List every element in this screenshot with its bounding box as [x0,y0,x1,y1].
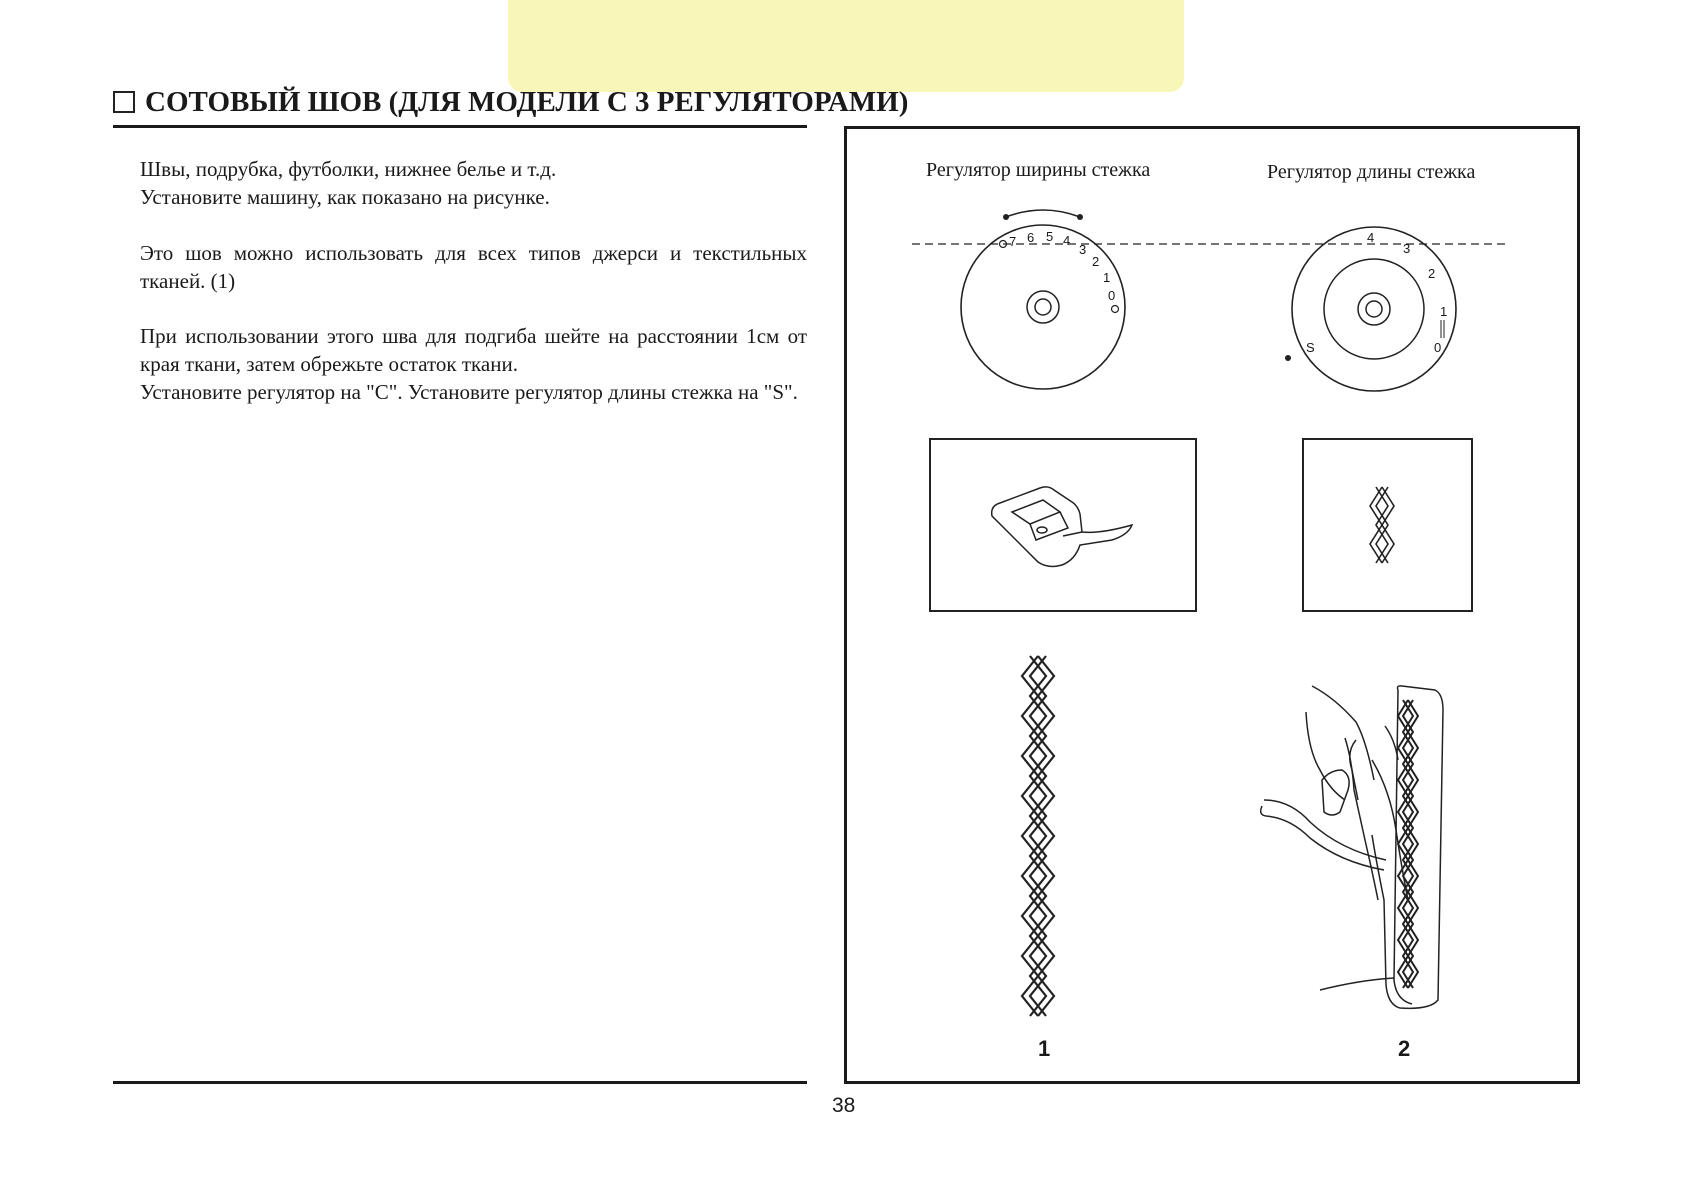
stitch-width-dial-icon [961,210,1125,389]
figure-1-label: 1 [1038,1036,1051,1061]
width-mark-5: 5 [1046,229,1054,244]
page-title-text: СОТОВЫЙ ШОВ (ДЛЯ МОДЕЛИ С 3 РЕГУЛЯТОРАМИ) [145,85,909,118]
width-mark-1: 1 [1103,270,1111,285]
width-dial-label: Регулятор ширины стежка [926,159,1151,181]
intro-line-1: Швы, подрубка, футболки, нижнее белье и т.д. [140,157,557,181]
intro-line-2: Установите машину, как показано на рисунке. [140,185,550,209]
figure-2-label: 2 [1398,1036,1411,1061]
hem-text: При использовании этого шва для подгиба шейте на расстоянии 1см от края ткани, затем обрежьте остаток ткани. [140,324,807,376]
presser-foot-icon [992,487,1132,567]
honeycomb-stitch-preview-icon [1370,487,1394,563]
width-mark-7: 7 [1009,234,1017,249]
length-mark-1: 1 [1440,304,1448,319]
length-mark-s: S [1306,340,1315,355]
setting-text: Установите регулятор на "С". Установите регулятор длины стежка на "S". [140,380,798,404]
stitch-length-dial-icon [1285,227,1456,391]
length-mark-2: 2 [1428,266,1436,281]
width-mark-4: 4 [1063,233,1071,248]
length-dial-label: Регулятор длины стежка [1267,161,1476,183]
width-mark-6: 6 [1027,230,1035,245]
stitched-hem-seam-icon [1398,700,1418,988]
width-mark-3: 3 [1079,242,1087,257]
width-mark-0: 0 [1108,288,1116,303]
length-mark-3: 3 [1403,241,1411,256]
honeycomb-stitch-sample-icon [1022,656,1054,1016]
length-mark-4: 4 [1367,230,1375,245]
width-mark-2: 2 [1092,254,1100,269]
usage-text: Это шов можно использовать для всех типов джерси и текстильных тканей. (1) [140,241,807,293]
presser-foot-box [930,439,1196,611]
page-number: 38 [832,1094,856,1117]
length-mark-0: 0 [1434,340,1442,355]
